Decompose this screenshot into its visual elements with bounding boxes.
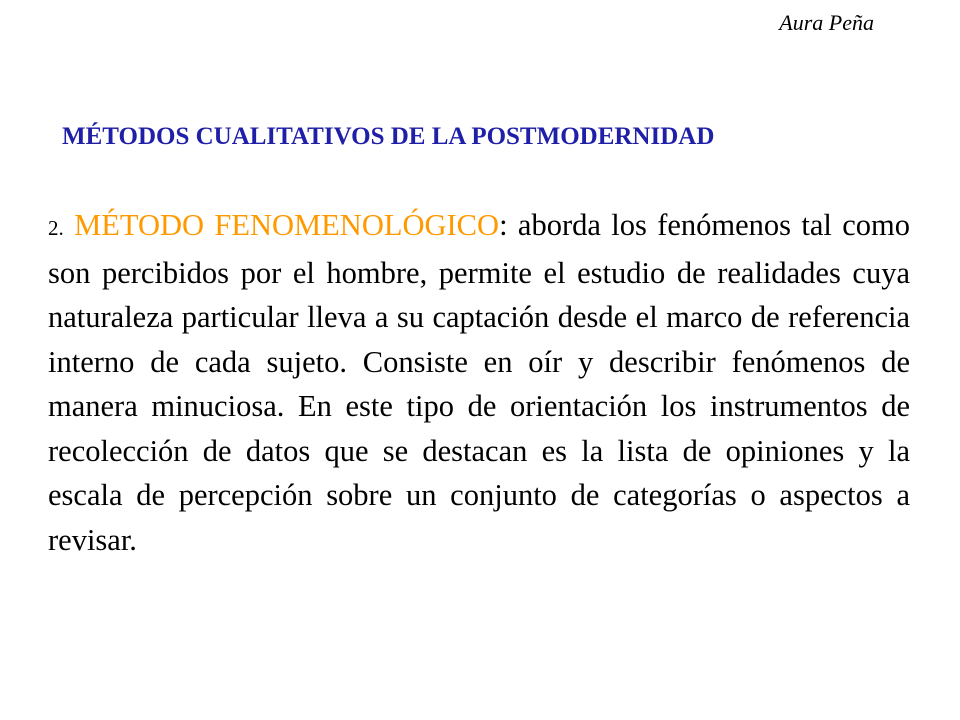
author-name: Aura Peña xyxy=(779,10,874,35)
method-description: aborda los fenómenos tal como son percibidos por el hombre, permite el estudio de realidades cuya naturaleza particular lleva a su captación desde el marco de referencia interno de cada sujeto. Consiste en oír y describir fenómenos de manera minuciosa. En este tipo de orientación los instrumentos de recolección de datos que se destacan es la lista de opiniones y la escala de percepción sobre un conjunto de categorías o aspectos a revisar. xyxy=(48,208,911,557)
item-number: 2. xyxy=(48,216,64,240)
method-description-paragraph xyxy=(48,203,910,562)
slide-title: MÉTODOS CUALITATIVOS DE LA POSTMODERNIDAD xyxy=(62,123,715,150)
separator: : xyxy=(499,208,508,242)
method-name: MÉTODO FENOMENOLÓGICO xyxy=(74,208,500,242)
